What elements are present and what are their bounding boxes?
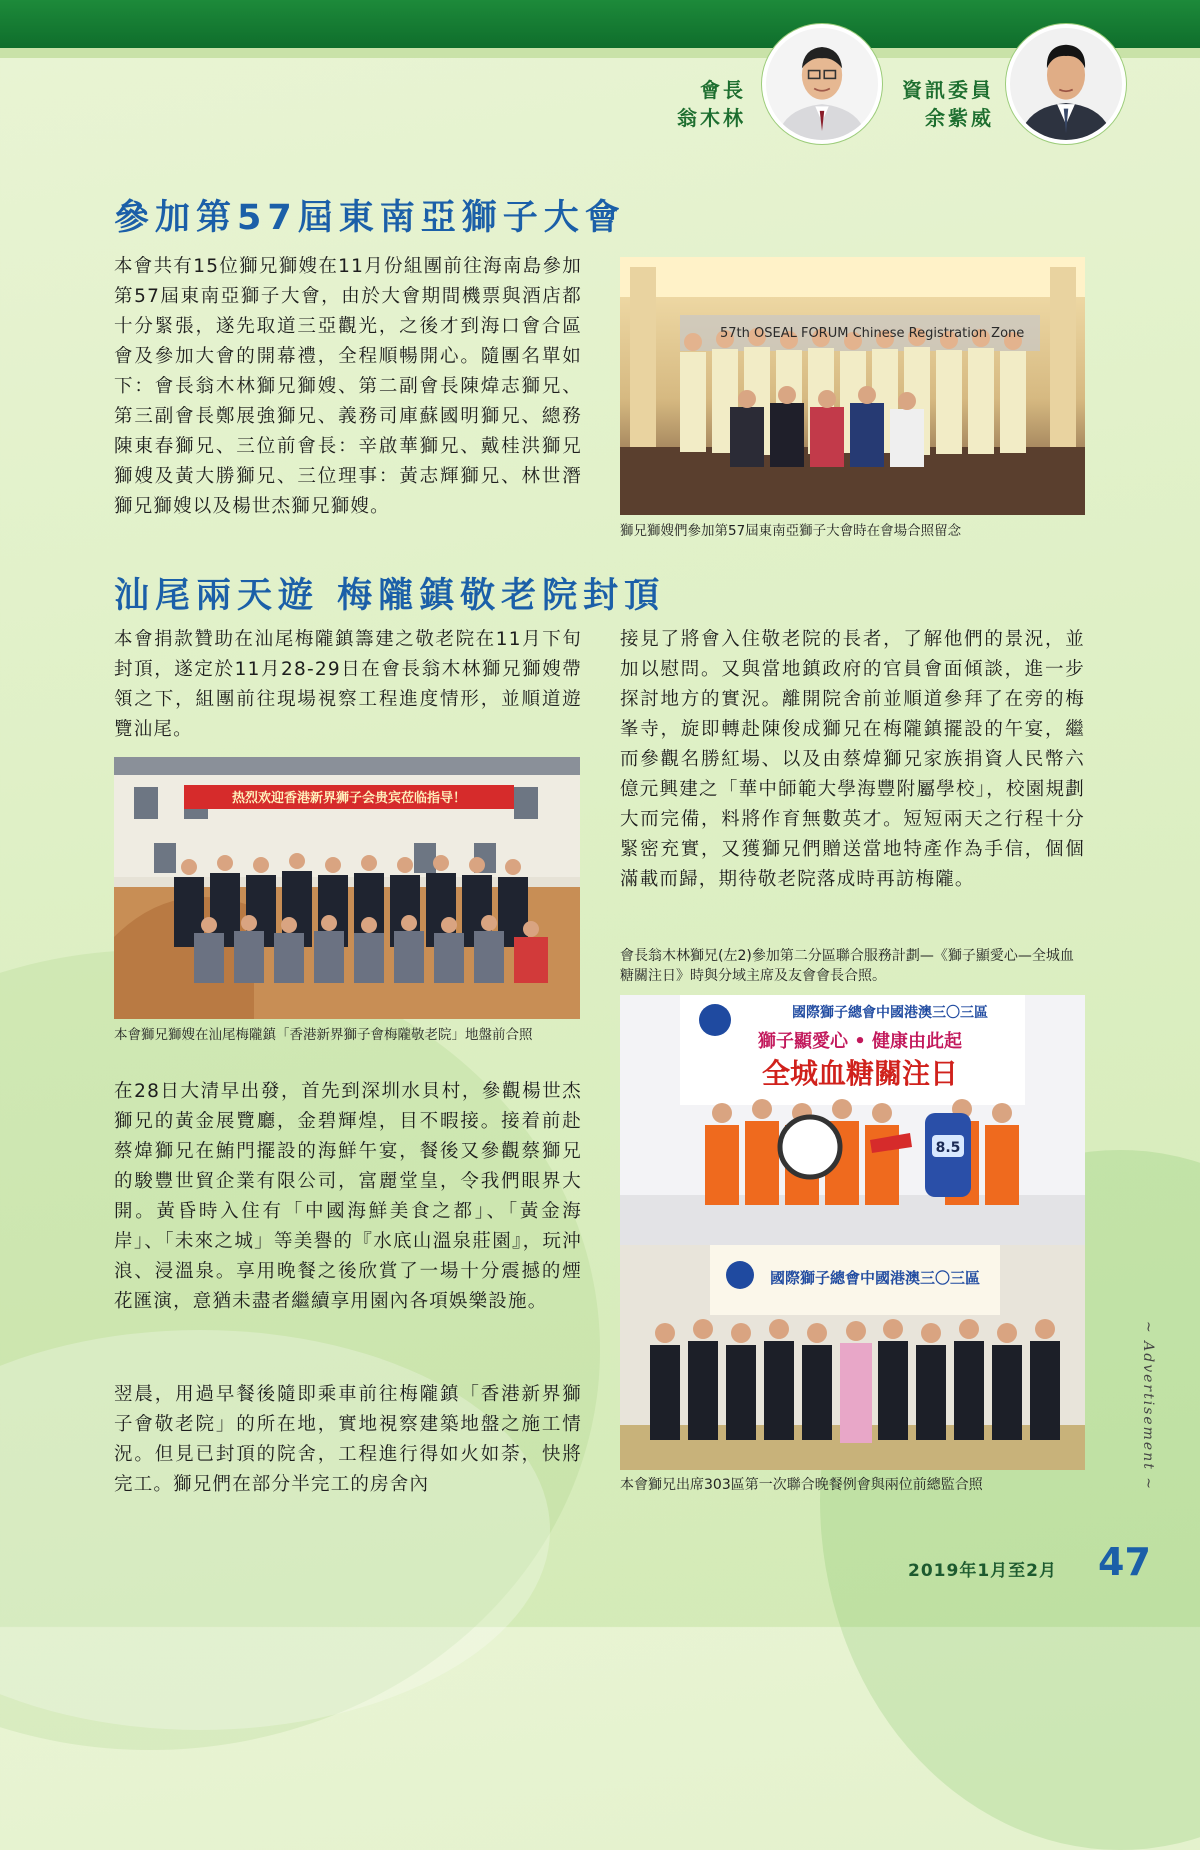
dinner-photo-caption: 本會獅兄出席303區第一次聯合晚餐例會與兩位前總監合照	[620, 1477, 983, 1493]
article1-body: 本會共有15位獅兄獅嫂在11月份組團前往海南島參加第57屆東南亞獅子大會，由於大會期間機票與酒店都十分緊張，遂先取道三亞觀光，之後才到海口會合區會及參加大會的開幕禮，全程順暢開心。隨團名單如下：會長翁木林獅兄獅嫂、第二副會長陳煒志獅兄、第三副會長鄭展強獅兄、義務司庫蘇國明獅兄、總務陳東春獅兄、三位前會長：辛啟華獅兄、戴桂洪獅兄獅嫂及黃大勝獅兄、三位理事：黃志輝獅兄、林世潛獅兄獅嫂以及楊世杰獅兄獅嫂。	[114, 256, 582, 517]
article2-para2: 在28日大清早出發，首先到深圳水貝村，參觀楊世杰獅兄的黃金展覽廳，金碧輝煌，目不暇接。接着前赴蔡煒獅兄在鮪門擺設的海鮮午宴，餐後又參觀蔡獅兄的駿豐世貿企業有限公司，富麗堂皇，令我們眼界大開。黃昏時入住有「中國海鮮美食之都」、「黃金海岸」、「未來之城」等美譽的『水底山溫泉莊園』，玩沖浪、浸溫泉。享用晚餐之後欣賞了一場十分震撼的煙花匯演，意猶未盡者繼續享用園內各項娛樂設施。	[114, 1081, 582, 1312]
info-officer-name: 余紫威	[925, 106, 994, 130]
info-officer-credit	[890, 76, 994, 132]
president-credit	[640, 76, 746, 132]
issue-date: 2019年1月至2月	[908, 1561, 1057, 1581]
info-officer-portrait	[1006, 24, 1126, 144]
convention-group-photo	[620, 257, 1085, 515]
article1-title: 參加第57屆東南亞獅子大會	[114, 198, 626, 238]
event-banner-top-text: 國際獅子總會中國港澳三〇三區	[792, 1005, 988, 1021]
meter-reading-text: 8.5	[935, 1140, 961, 1156]
elderly-home-site-photo	[114, 757, 580, 1019]
president-role: 會長	[700, 78, 746, 102]
blood-sugar-event-photo	[620, 995, 1085, 1245]
convention-photo-banner-text: 57th OSEAL FORUM Chinese Registration Zone	[720, 326, 1025, 341]
dinner-banner-text: 國際獅子總會中國港澳三〇三區	[769, 1269, 981, 1287]
event-banner-title-text: 全城血糖關注日	[761, 1057, 959, 1090]
convention-photo-caption: 獅兄獅嫂們參加第57屆東南亞獅子大會時在會場合照留念	[620, 523, 962, 539]
page-number: 47	[1098, 1540, 1151, 1584]
article2-intro: 本會捐款贊助在汕尾梅隴鎮籌建之敬老院在11月下旬封頂，遂定於11月28-29日在會長翁木林獅兄獅嫂帶領之下，組團前往現場視察工程進度情形，並順道遊覽汕尾。	[114, 629, 582, 740]
president-name: 翁木林	[677, 106, 746, 130]
district-dinner-photo	[620, 1245, 1085, 1470]
advertisement-side-text: ~ Advertisement ~	[1140, 1320, 1156, 1492]
blood-sugar-photo-caption: 會長翁木林獅兄(左2)參加第二分區聯合服務計劃—《獅子顯愛心—全城血糖關注日》時與分域主席及友會會長合照。	[620, 948, 1074, 984]
article2-title: 汕尾兩天遊 梅隴鎮敬老院封頂	[114, 576, 666, 616]
advertisement-side-label	[1128, 1310, 1168, 1510]
article2-para3: 翌晨，用過早餐後隨即乘車前往梅隴鎮「香港新界獅子會敬老院」的所在地，實地視察建築地盤之施工情況。但見已封頂的院舍，工程進行得如火如荼，快將完工。獅兄們在部分半完工的房舍內	[114, 1384, 582, 1495]
president-portrait	[762, 24, 882, 144]
site-photo-caption: 本會獅兄獅嫂在汕尾梅隴鎮「香港新界獅子會梅隴敬老院」地盤前合照	[114, 1027, 533, 1043]
top-banner-bar	[0, 0, 1200, 48]
event-banner-slogan-text: 獅子顯愛心 • 健康由此起	[757, 1031, 963, 1052]
info-officer-role: 資訊委員	[902, 78, 994, 102]
article2-para4: 接見了將會入住敬老院的長者，了解他們的景況，並加以慰問。又與當地鎮政府的官員會面傾談，進一步探討地方的實況。離開院舍前並順道參拜了在旁的梅峯寺，旋即轉赴陳俊成獅兄在梅隴鎮擺設的午宴，繼而參觀名勝紅場、以及由蔡煒獅兄家族捐資人民幣六億元興建之「華中師範大學海豐附屬學校」，校園規劃大而完備，料將作育無數英才。短短兩天之行程十分緊密充實，又獲獅兄們贈送當地特產作為手信，個個滿載而歸，期待敬老院落成時再訪梅隴。	[620, 629, 1085, 890]
site-photo-banner-text: 热烈欢迎香港新界狮子会贵宾莅临指导！	[231, 791, 467, 806]
